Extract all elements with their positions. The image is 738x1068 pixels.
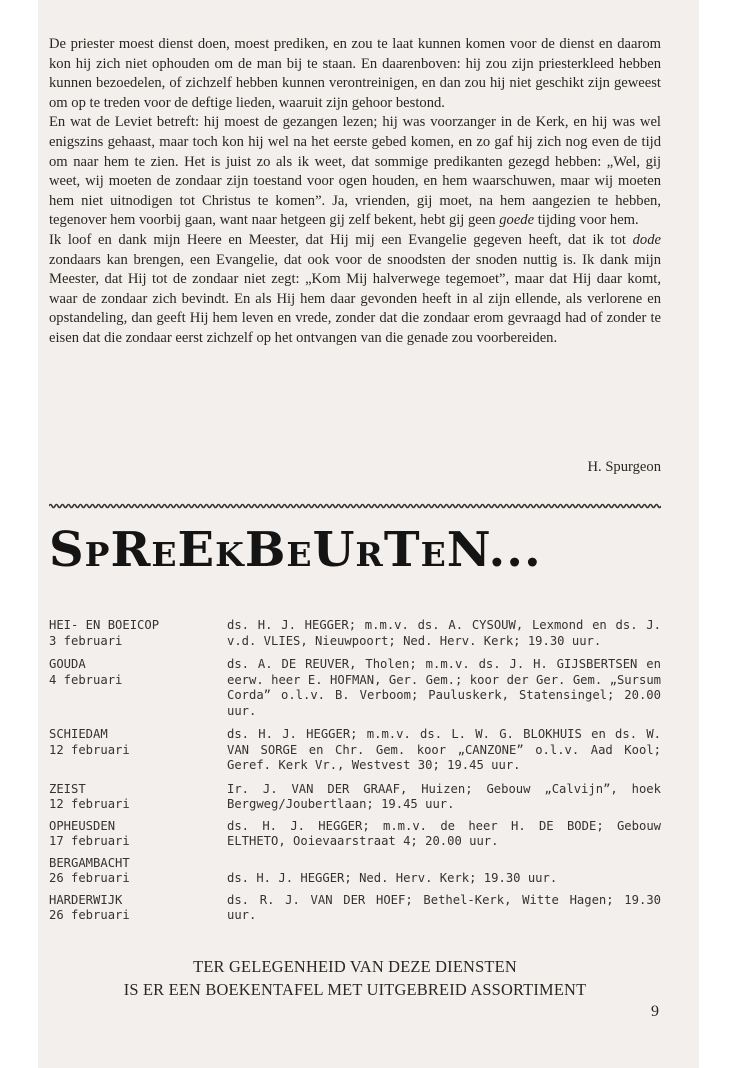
paragraph-3-text-b: zondaars kan brengen, een Evangelie, dat ook voor de snoodsten der snoden nuttig is. Ik dank mijn Meester, dat Hij tot de zondaar niet zegt: „Kom Mij halverwege tegemoet”, maar dat Hij daar komt, waar de zondaar zich bevindt. En als Hij hem daar gevonden heeft in al zijn ellende, als verlorene en opstandeling, dan geeft Hij hem leven en vrede, zonder dat die zondaar erom gevraagd had of zonder te eisen dat die zondaar eerst zichzelf op het ontvangen van die genade zou voorbereiden. (49, 251, 661, 346)
schedule-info: ds. A. DE REUVER, Tholen; m.m.v. ds. J. H. GIJSBERTSEN en eerw. heer E. HOFMAN, Ger. Gem.; koor der Ger. Gem. „Sursum Corda” o.l.v. B. Verboom; Pauluskerk, Statensingel; 20.00 uur. (227, 657, 661, 718)
headline-letter: E (420, 535, 447, 574)
schedule-date: 3 februari (49, 633, 123, 648)
schedule-place (49, 856, 227, 887)
headline-letter: R (355, 535, 384, 574)
schedule-place-name: OPHEUSDEN (49, 818, 116, 833)
schedule-place-name: GOUDA (49, 657, 86, 671)
schedule-info: ds. R. J. VAN DER HOEF; Bethel-Kerk, Witte Hagen; 19.30 uur. (227, 892, 661, 922)
schedule-row (49, 727, 661, 774)
schedule-info: ds. H. J. HEGGER; m.m.v. de heer H. DE BODE; Gebouw ELTHETO, Ooievaarstraat 4; 20.00 uur. (227, 818, 661, 848)
headline-letter: R (110, 522, 152, 578)
headline-letter: K (215, 535, 245, 574)
schedule-row (49, 856, 661, 887)
headline-letter: E (177, 522, 216, 578)
headline-letter: E (286, 535, 313, 574)
schedule-info: ds. H. J. HEGGER; m.m.v. ds. L. W. G. BLOKHUIS en ds. W. VAN SORGE en Chr. Gem. koor „CANZONE” o.l.v. Aad Kool; Geref. Kerk Vr., Westvest 30; 19.45 uur. (227, 727, 661, 772)
article-paragraph-1: De priester moest dienst doen, moest prediken, en zou te laat kunnen komen voor de dienst en daarom kon hij zich niet ophouden om de man bij te staan. En daarenboven: hij zou zijn priesterkleed hebben kunnen bezoedelen, of zichzelf hebben kunnen verontreinigen, en dan zou hij niet geschikt zijn geweest om op te treden voor de deftige lieden, waaruit zijn gehoor bestond. (49, 36, 661, 111)
schedule-info: ds. H. J. HEGGER; m.m.v. ds. A. CYSOUW, Lexmond en ds. J. v.d. VLIES, Nieuwpoort; Ned. Herv. Kerk; 19.30 uur. (227, 618, 661, 648)
footer-notice (49, 956, 661, 1001)
schedule-place-name: HARDERWIJK (49, 892, 123, 907)
schedule-info: ds. H. J. HEGGER; Ned. Herv. Kerk; 19.30 uur. (227, 871, 558, 885)
article-paragraph-2 (49, 113, 661, 231)
headline-letter: E (151, 535, 178, 574)
paragraph-2-text-b: tijding voor hem. (537, 212, 639, 229)
article-paragraph-3 (49, 231, 661, 349)
schedule-place-name: BERGAMBACHT (49, 855, 130, 870)
schedule-row (49, 618, 661, 649)
schedule-date: 12 februari (49, 742, 130, 757)
schedule-place (49, 819, 227, 850)
schedule-place (49, 782, 227, 813)
paragraph-2-emphasis: goede (499, 212, 535, 229)
schedule-place-name: SCHIEDAM (49, 727, 108, 741)
headline-ellipsis: ... (488, 522, 542, 578)
schedule-place (49, 618, 227, 649)
schedule-place-name: HEI- EN BOEICOP (49, 618, 160, 632)
schedule-place (49, 727, 227, 774)
wavy-divider (49, 502, 661, 510)
headline-letter: N (446, 522, 489, 578)
headline-letter: U (312, 522, 356, 578)
schedule-date: 26 februari (49, 908, 130, 922)
schedule-info: Ir. J. VAN DER GRAAF, Huizen; Gebouw „Calvijn”, hoek Bergweg/Joubertlaan; 19.45 uur. (227, 781, 661, 811)
headline-letter: S (49, 522, 85, 578)
schedule-row (49, 657, 661, 719)
paragraph-3-emphasis: dode (632, 231, 661, 248)
article-text (49, 35, 661, 349)
headline-letter: P (84, 535, 111, 574)
schedule-row (49, 782, 661, 813)
schedule-place (49, 893, 227, 924)
headline-letters (49, 522, 489, 578)
schedule-date: 4 februari (49, 672, 123, 687)
headline-letter: T (383, 522, 421, 578)
page-number: 9 (651, 1003, 659, 1020)
headline-spreekbeurten (49, 522, 542, 592)
schedule-place-name: ZEIST (49, 781, 86, 796)
schedule-date: 17 februari (49, 834, 130, 848)
schedule-row (49, 819, 661, 850)
schedule-date: 12 februari (49, 797, 130, 811)
schedule-row (49, 893, 661, 924)
headline-letter: B (244, 522, 287, 578)
schedule-place (49, 657, 227, 719)
paragraph-3-text-a: Ik loof en dank mijn Heere en Meester, dat Hij mij een Evangelie gegeven heeft, dat ik tot (49, 231, 626, 248)
article-signature: H. Spurgeon (587, 459, 661, 475)
schedule-date: 26 februari (49, 871, 130, 885)
schedule-list (49, 618, 661, 924)
footer-line-1: TER GELEGENHEID VAN DEZE DIENSTEN (193, 957, 517, 976)
footer-line-2: IS ER EEN BOEKENTAFEL MET UITGEBREID ASSORTIMENT (123, 979, 587, 999)
paragraph-2-text-a: En wat de Leviet betreft: hij moest de gezangen lezen; hij was voorzanger in de Kerk, en hij was wel enigszins gehaast, maar toch kon hij wel na het eerste gebed komen, en zo gaf hij zich nog even de tijd om naar hem te zien. Het is juist zo als ik weet, dat sommige predikanten gezegd hebben: „Wel, gij weet, wij moeten de zondaar zijn toestand voor ogen houden, en hem waarschuwen, maar wij moeten hem niet uitnodigen tot Christus te komen”. Ja, vrienden, gij moet, na hem aangezien te hebben, tegenover hem voorbij gaan, want naar hetgeen gij zelf bekent, hebt gij geen (49, 114, 661, 229)
